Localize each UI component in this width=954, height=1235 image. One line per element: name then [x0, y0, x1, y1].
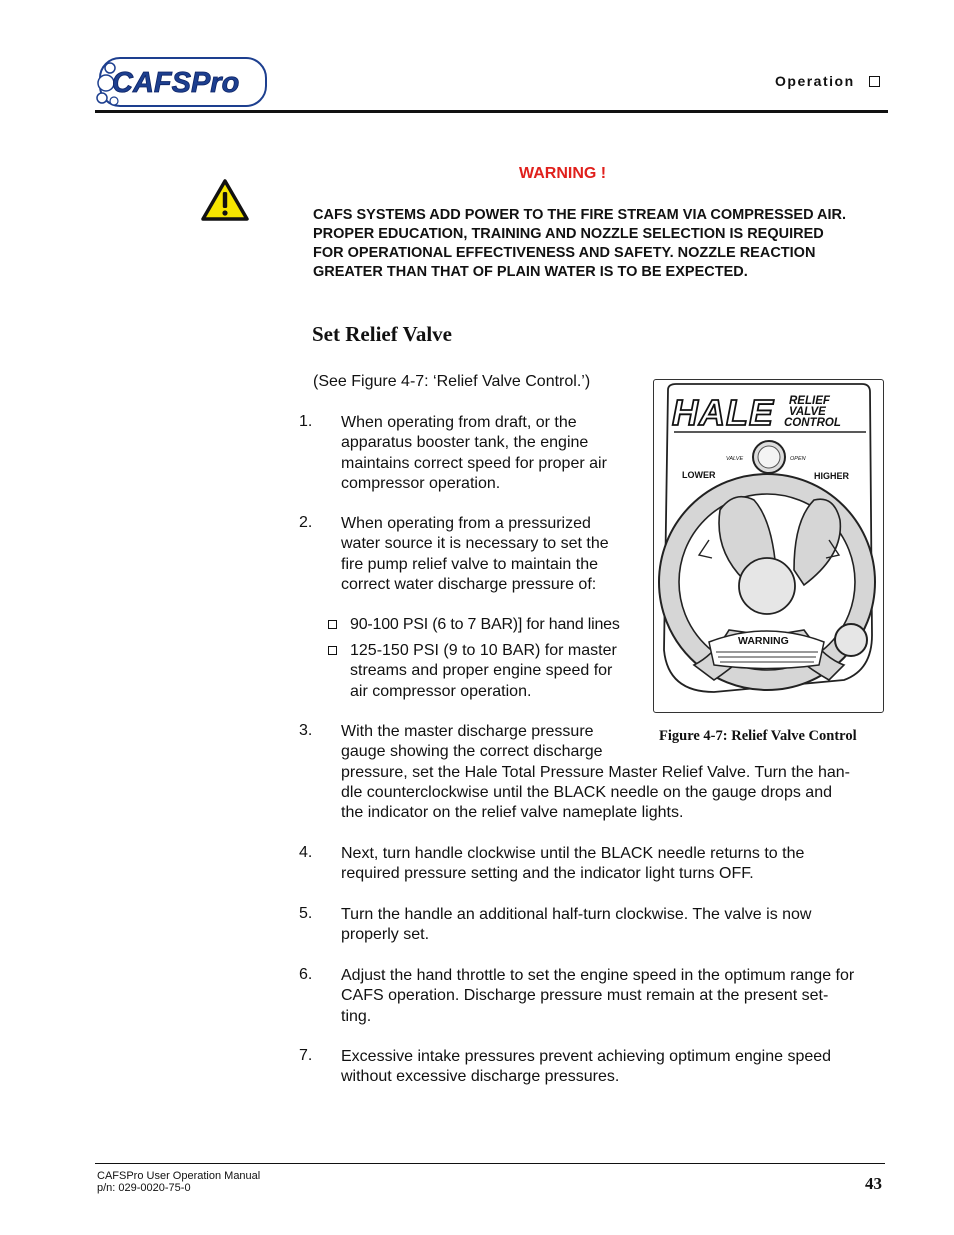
- step-number: 4.: [299, 844, 313, 861]
- step-number: 3.: [299, 722, 313, 739]
- step-line: When operating from a pressurized: [341, 515, 591, 532]
- header: [0, 0, 954, 115]
- bullet-box-icon: [328, 620, 337, 629]
- step-text: [341, 413, 607, 494]
- warning-line: FOR OPERATIONAL EFFECTIVENESS AND SAFETY. NOZZLE REACTION: [313, 245, 816, 261]
- step-text: [341, 966, 854, 1027]
- step-line: required pressure setting and the indicator light turns OFF.: [341, 865, 754, 883]
- section-title: Operation: [775, 73, 855, 89]
- bullet-line: streams and proper engine speed for: [350, 662, 613, 680]
- bullet-box-icon: [328, 646, 337, 655]
- open-label: OPEN: [790, 456, 806, 462]
- warning-triangle-icon: [200, 178, 250, 222]
- step-line: CAFS operation. Discharge pressure must remain at the present set-: [341, 987, 829, 1005]
- valve-label: VALVE: [726, 456, 744, 462]
- warning-line: GREATER THAN THAT OF PLAIN WATER IS TO BE EXPECTED.: [313, 264, 748, 280]
- plate-title-line: RELIEF: [789, 395, 830, 407]
- step-text: [341, 844, 804, 885]
- step-line: pressure, set the Hale Total Pressure Master Relief Valve. Turn the han-: [341, 763, 850, 781]
- figure-relief-valve: [653, 379, 884, 713]
- step-text: [341, 905, 811, 946]
- step-number: 7.: [299, 1047, 313, 1064]
- see-figure-text: (See Figure 4-7: ‘Relief Valve Control.’): [313, 373, 591, 390]
- warning-title: WARNING !: [519, 165, 607, 182]
- footer-manual-title: CAFSPro User Operation Manual: [97, 1170, 261, 1182]
- plate-title-line: CONTROL: [784, 417, 841, 429]
- step-line: With the master discharge pressure: [341, 723, 594, 740]
- footer-rule: [95, 1163, 885, 1164]
- step-line: compressor operation.: [341, 474, 501, 492]
- cafspro-logo: [92, 55, 270, 110]
- footer-part-number: p/n: 029-0020-75-0: [97, 1182, 191, 1194]
- step-line: fire pump relief valve to maintain the: [341, 555, 599, 573]
- step-line: dle counterclockwise until the BLACK needle on the gauge drops and: [341, 783, 832, 801]
- section-box-icon: [869, 76, 880, 87]
- page-number: 43: [865, 1174, 882, 1193]
- higher-label: HIGHER: [814, 471, 850, 481]
- step-line: the indicator on the relief valve nameplate lights.: [341, 804, 684, 822]
- lower-label: LOWER: [682, 470, 716, 480]
- step-line: ting.: [341, 1007, 372, 1025]
- step-line: apparatus booster tank, the engine: [341, 434, 589, 452]
- warning-plate-label: WARNING: [738, 635, 789, 647]
- warning-line: CAFS SYSTEMS ADD POWER TO THE FIRE STREAM VIA COMPRESSED AIR.: [313, 207, 847, 223]
- step-text: [341, 514, 609, 595]
- logo-text: CAFSPro: [112, 67, 240, 99]
- step-line: correct water discharge pressure of:: [341, 575, 597, 593]
- bullet-item: [350, 615, 620, 635]
- step-line: Adjust the hand throttle to set the engine speed in the optimum range for: [341, 967, 855, 984]
- bullet-line: 90-100 PSI (6 to 7 BAR)] for hand lines: [350, 616, 620, 633]
- step-line: water source it is necessary to set the: [341, 535, 609, 553]
- bullet-line: 125-150 PSI (9 to 10 BAR) for master: [350, 642, 617, 659]
- plate-title-line: VALVE: [789, 406, 826, 418]
- step-line: without excessive discharge pressures.: [341, 1068, 620, 1086]
- step-text: [341, 1047, 831, 1088]
- hale-brand: HALE: [672, 392, 774, 433]
- step-line: When operating from draft, or the: [341, 414, 577, 431]
- step-number: 6.: [299, 966, 313, 983]
- step-number: 5.: [299, 905, 313, 922]
- warning-line: PROPER EDUCATION, TRAINING AND NOZZLE SELECTION IS REQUIRED: [313, 226, 824, 242]
- step-number: 2.: [299, 514, 313, 531]
- step-line: properly set.: [341, 926, 430, 944]
- step-number: 1.: [299, 413, 313, 430]
- bullet-item: [350, 641, 617, 702]
- figure-caption: Figure 4-7: Relief Valve Control: [659, 728, 857, 744]
- step-line: Excessive intake pressures prevent achieving optimum engine speed: [341, 1048, 832, 1065]
- step-line: gauge showing the correct discharge: [341, 743, 603, 761]
- step-line: Turn the handle an additional half-turn clockwise. The valve is now: [341, 906, 812, 923]
- step-line: maintains correct speed for proper air: [341, 454, 607, 472]
- page-heading: Set Relief Valve: [312, 322, 452, 346]
- relief-valve-illustration: [654, 380, 883, 712]
- header-rule: [95, 110, 888, 113]
- step-line: Next, turn handle clockwise until the BLACK needle returns to the: [341, 845, 805, 862]
- bullet-line: air compressor operation.: [350, 682, 532, 700]
- warning-text: [313, 206, 846, 282]
